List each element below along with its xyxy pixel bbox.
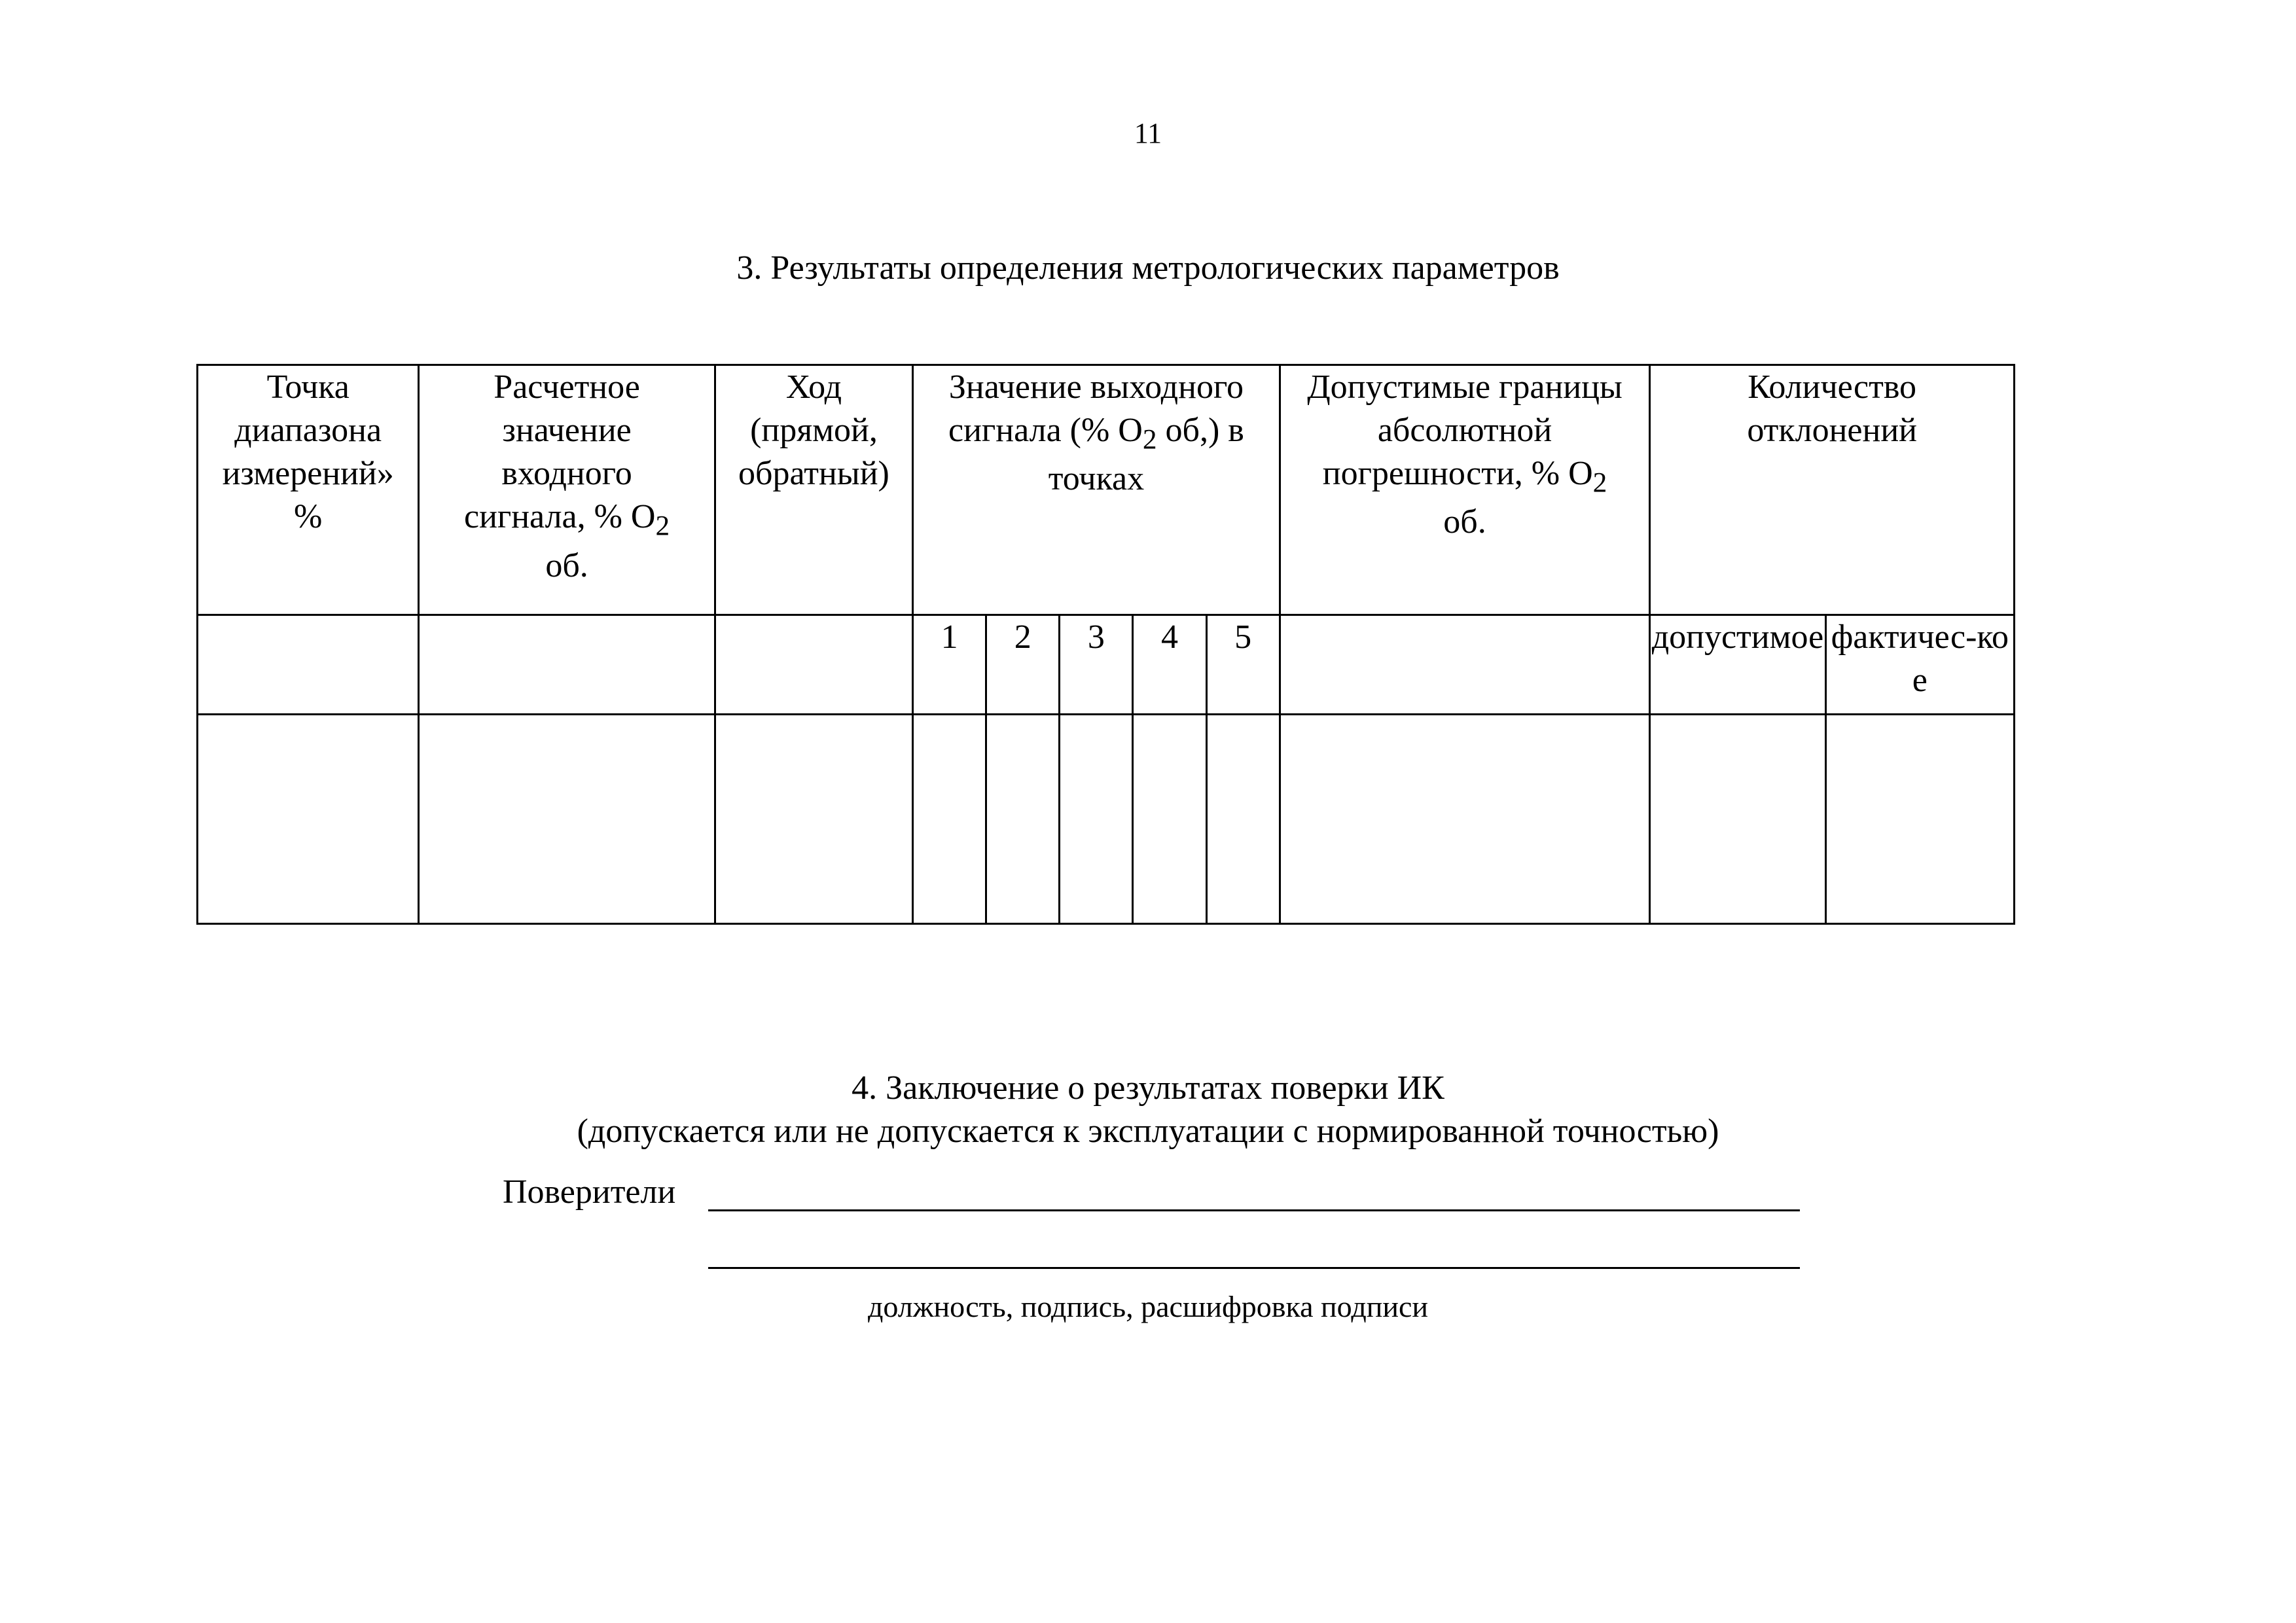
empty-cell	[715, 615, 912, 715]
point-4: 4	[1133, 615, 1206, 715]
header-deviation-count: Количество отклонений	[1650, 365, 2015, 615]
data-cell	[986, 715, 1060, 924]
header-input-signal: Расчетное значение входного сигнала, % $O_2$ об.	[419, 365, 715, 615]
point-2: 2	[986, 615, 1060, 715]
section-3-title: 3. Результаты определения метрологических параметров	[736, 249, 1560, 287]
count-actual: фактичес-кое	[1825, 615, 2014, 715]
point-3: 3	[1060, 615, 1133, 715]
signature-line-1	[708, 1209, 1800, 1211]
count-allowed: допустимое	[1650, 615, 1825, 715]
results-table	[196, 364, 2015, 925]
header-output-signal: Значение выходного сигнала (% $O_2$ об,) в точках	[913, 365, 1280, 615]
data-cell	[1825, 715, 2014, 924]
point-1: 1	[913, 615, 986, 715]
data-cell	[1133, 715, 1206, 924]
signature-caption: должность, подпись, расшифровка подписи	[867, 1290, 1429, 1323]
data-cell	[913, 715, 986, 924]
subheader-row	[198, 615, 2015, 715]
empty-cell	[198, 615, 419, 715]
header-error-limits: Допустимые границы абсолютной погрешности, % $O_2$ об.	[1280, 365, 1650, 615]
header-stroke: Ход (прямой, обратный)	[715, 365, 912, 615]
empty-cell	[419, 615, 715, 715]
data-cell	[198, 715, 419, 924]
data-cell	[715, 715, 912, 924]
data-cell	[1650, 715, 1825, 924]
signers-label: Поверители	[503, 1173, 676, 1211]
data-cell	[1206, 715, 1280, 924]
data-cell	[1280, 715, 1650, 924]
page-number: 11	[1134, 117, 1162, 149]
data-cell	[1060, 715, 1133, 924]
section-4-subtitle: (допускается или не допускается к эксплуатации с нормированной точностью)	[577, 1113, 1719, 1150]
point-5: 5	[1206, 615, 1280, 715]
header-row	[198, 365, 2015, 615]
header-measurement-point: Точка диапазона измерений» %	[198, 365, 419, 615]
data-cell	[419, 715, 715, 924]
signature-line-2	[708, 1267, 1800, 1269]
section-4-heading	[0, 1067, 2296, 1153]
section-4-title: 4. Заключение о результатах поверки ИК	[852, 1069, 1444, 1107]
empty-cell	[1280, 615, 1650, 715]
data-row	[198, 715, 2015, 924]
